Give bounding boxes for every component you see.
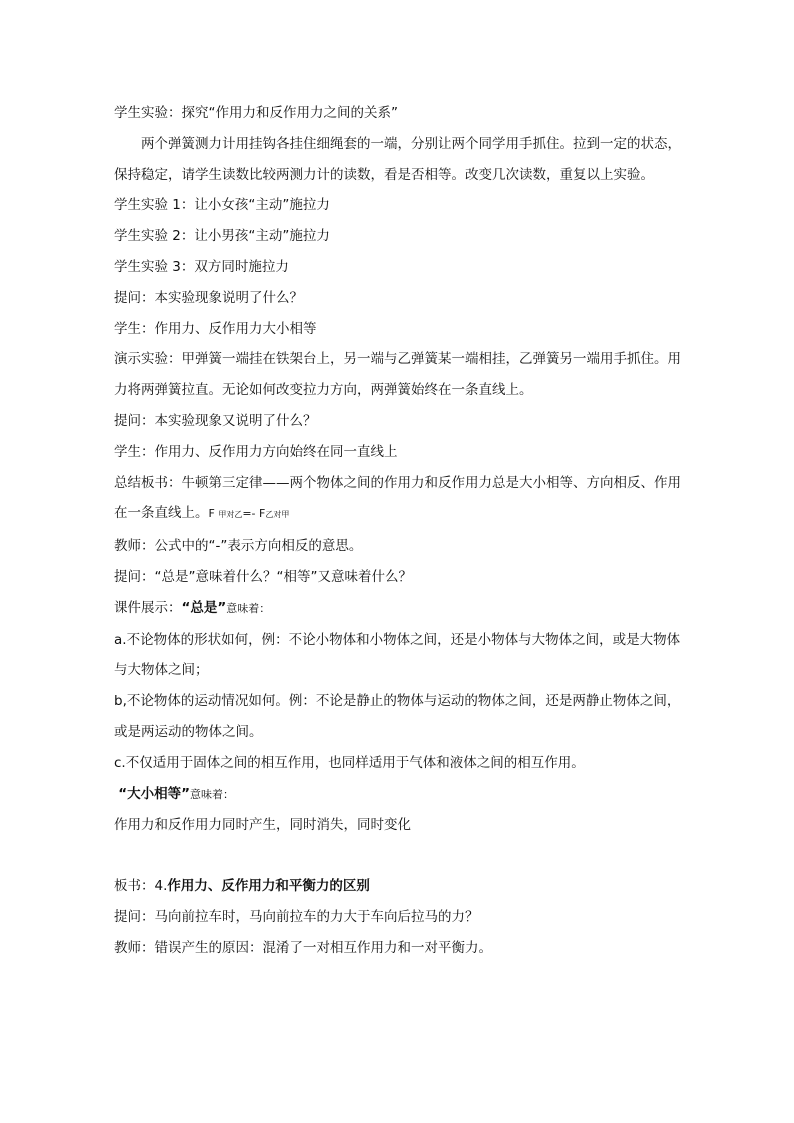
student-answer-1: 学生：作用力、反作用力大小相等 (114, 320, 317, 337)
formula-sub-2: 乙对甲 (265, 510, 290, 520)
demo-experiment: 演示实验：甲弹簧一端挂在铁架台上，另一端与乙弹簧某一端相挂，乙弹簧另一端用手抓住。用力将两弹簧拉直。无论如何改变拉力方向，两弹簧始终在一条直线上。 (114, 351, 681, 399)
document-body (114, 98, 684, 964)
equal-heading: “大小相等”意味着： (118, 785, 235, 802)
equal-term: “大小相等” (118, 785, 191, 802)
question-1: 提问：本实验现象说明了什么？ (114, 289, 303, 306)
experiment-heading: 学生实验：探究“作用力和反作用力之间的关系” (114, 105, 398, 121)
experiment-step-1: 学生实验 1：让小女孩“主动”施拉力 (114, 197, 330, 214)
always-term: “总是” (181, 599, 227, 616)
teacher-note-minus: 教师：公式中的“-”表示方向相反的意思。 (114, 538, 363, 555)
formula-sub-1: 甲对乙 (218, 510, 243, 520)
board-heading-4-title: 作用力、反作用力和平衡力的区别 (167, 878, 370, 895)
point-a: a.不论物体的形状如何，例：不论小物体和小物体之间，还是小物体与大物体之间，或是大物体与大物体之间； (114, 631, 681, 679)
equal-explanation: 作用力和反作用力同时产生，同时消失，同时变化 (114, 817, 411, 834)
formula-mid: =- F (242, 507, 266, 521)
formula-f1: F (208, 507, 215, 521)
point-c: c.不仅适用于固体之间的相互作用，也同样适用于气体和液体之间的相互作用。 (114, 754, 585, 771)
student-answer-2: 学生：作用力、反作用力方向始终在同一直线上 (114, 443, 398, 460)
question-3: 提问：“总是”意味着什么？“相等”又意味着什么？ (114, 568, 412, 585)
experiment-description: 两个弹簧测力计用挂钩各挂住细绳套的一端，分别让两个同学用手抓住。拉到一定的状态，保持稳定，请学生读数比较两测力计的读数，看是否相等。改变几次读数，重复以上实验。 (114, 135, 681, 183)
experiment-step-2: 学生实验 2：让小男孩“主动”施拉力 (114, 228, 330, 245)
third-law-text: 总结板书：牛顿第三定律——两个物体之间的作用力和反作用力总是大小相等、方向相反、作用在一条直线上。 (114, 474, 681, 522)
point-b: b,不论物体的运动情况如何。例：不论是静止的物体与运动的物体之间，还是两静止物体之间，或是两运动的物体之间。 (114, 693, 681, 740)
question-4: 提问：马向前拉车时，马向前拉车的力大于车向后拉马的力？ (114, 908, 479, 925)
teacher-note-error: 教师：错误产生的原因：混淆了一对相互作用力和一对平衡力。 (114, 939, 492, 956)
blank-gap (114, 841, 684, 871)
board-heading-4: 板书：4.作用力、反作用力和平衡力的区别 (114, 878, 370, 895)
third-law-formula (209, 507, 290, 520)
experiment-step-3: 学生实验 3：双方同时施拉力 (114, 258, 289, 275)
question-2: 提问：本实验现象又说明了什么？ (114, 412, 317, 429)
third-law-summary (114, 468, 684, 532)
courseware-heading: 课件展示：“总是”意味着： (114, 599, 271, 616)
